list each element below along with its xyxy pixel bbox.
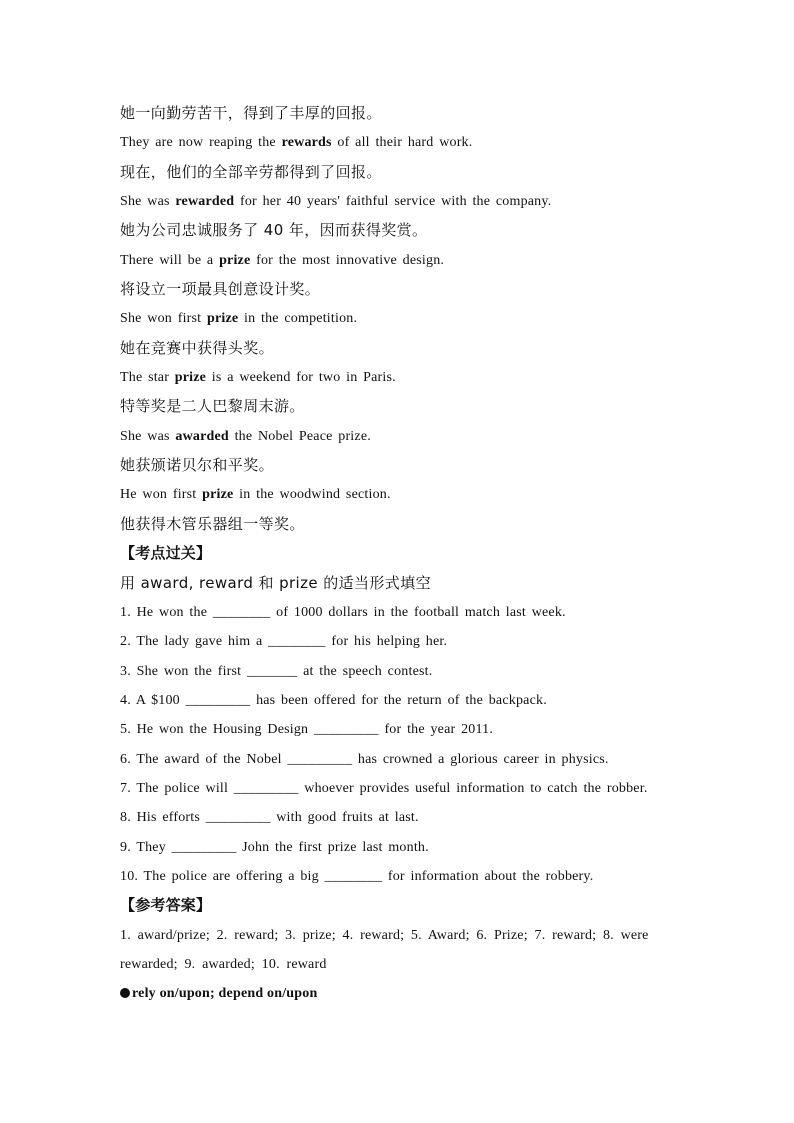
example-text: is a weekend for two in Paris. bbox=[206, 370, 396, 386]
example-text: in the competition. bbox=[238, 311, 358, 327]
example-zh-5: 她在竞赛中获得头奖。 bbox=[120, 338, 275, 357]
exercise-item-10: 10. The police are offering a big ________ for information about the robbery. bbox=[120, 868, 594, 884]
example-keyword: prize bbox=[206, 311, 239, 327]
example-keyword: prize bbox=[174, 370, 207, 386]
example-keyword: prize bbox=[219, 252, 251, 268]
example-en-3 bbox=[120, 246, 680, 275]
exercise-heading: 【考点过关】 bbox=[120, 544, 212, 563]
example-zh-3: 她为公司忠诚服务了 40 年，因而获得奖赏。 bbox=[120, 221, 428, 240]
example-text: for the most innovative design. bbox=[250, 252, 445, 268]
exercise-item-9: 9. They _________ John the first prize last month. bbox=[120, 839, 429, 855]
exercise-item-5: 5. He won the Housing Design _________ for the year 2011. bbox=[120, 722, 494, 738]
example-zh-4: 将设立一项最具创意设计奖。 bbox=[120, 280, 321, 299]
example-en-1 bbox=[120, 128, 680, 157]
example-text: She won first bbox=[120, 311, 207, 327]
exercise-item-6: 6. The award of the Nobel _________ has crowned a glorious career in physics. bbox=[120, 751, 609, 767]
example-text: of all their hard work. bbox=[331, 135, 473, 151]
example-text: in the woodwind section. bbox=[233, 487, 391, 503]
example-zh-7: 她获颁诺贝尔和平奖。 bbox=[120, 456, 275, 475]
answers-line-1: 1. award/prize; 2. reward; 3. prize; 4. reward; 5. Award; 6. Prize; 7. reward; 8. were bbox=[120, 927, 649, 943]
exercise-item-2: 2. The lady gave him a ________ for his helping her. bbox=[120, 634, 448, 650]
example-text: They are now reaping the bbox=[120, 135, 282, 151]
example-en-7 bbox=[120, 480, 680, 509]
example-en-5 bbox=[120, 363, 680, 392]
example-en-6 bbox=[120, 422, 680, 451]
document-content bbox=[120, 99, 680, 1009]
example-text: There will be a bbox=[120, 252, 220, 268]
example-zh-1: 她一向勤劳苦干，得到了丰厚的回报。 bbox=[120, 104, 382, 122]
answers-heading: 【参考答案】 bbox=[120, 896, 212, 915]
example-keyword: rewarded bbox=[175, 194, 235, 210]
black-bullet-icon bbox=[120, 988, 130, 998]
example-text: The star bbox=[120, 370, 175, 386]
example-text: for her 40 years' faithful service with the company. bbox=[234, 194, 552, 210]
example-zh-8: 他获得木管乐器组一等奖。 bbox=[120, 514, 305, 533]
exercise-instruction: 用 award, reward 和 prize 的适当形式填空 bbox=[120, 573, 431, 592]
exercise-item-4: 4. A $100 _________ has been offered for the return of the backpack. bbox=[120, 692, 547, 708]
example-text: He won first bbox=[120, 487, 203, 503]
example-keyword: awarded bbox=[175, 428, 229, 444]
exercise-item-7: 7. The police will _________ whoever provides useful information to catch the robber. bbox=[120, 780, 648, 796]
exercise-item-3: 3. She won the first _______ at the speech contest. bbox=[120, 663, 433, 679]
example-text: the Nobel Peace prize. bbox=[228, 428, 371, 444]
next-topic-heading bbox=[120, 979, 680, 1008]
example-en-4 bbox=[120, 304, 680, 333]
example-zh-6: 特等奖是二人巴黎周末游。 bbox=[120, 397, 305, 416]
example-zh-2: 现在，他们的全部辛劳都得到了回报。 bbox=[120, 162, 382, 181]
example-en-2 bbox=[120, 187, 680, 216]
next-topic-label: rely on/upon; depend on/upon bbox=[132, 986, 318, 1002]
exercise-item-8: 8. His efforts _________ with good fruits at last. bbox=[120, 810, 419, 826]
example-keyword: prize bbox=[202, 487, 234, 503]
example-text: She was bbox=[120, 194, 176, 210]
example-text: She was bbox=[120, 428, 176, 444]
exercise-item-1: 1. He won the ________ of 1000 dollars in the football match last week. bbox=[120, 604, 566, 620]
example-keyword: rewards bbox=[281, 135, 332, 151]
answers-line-2: rewarded; 9. awarded; 10. reward bbox=[120, 956, 327, 972]
